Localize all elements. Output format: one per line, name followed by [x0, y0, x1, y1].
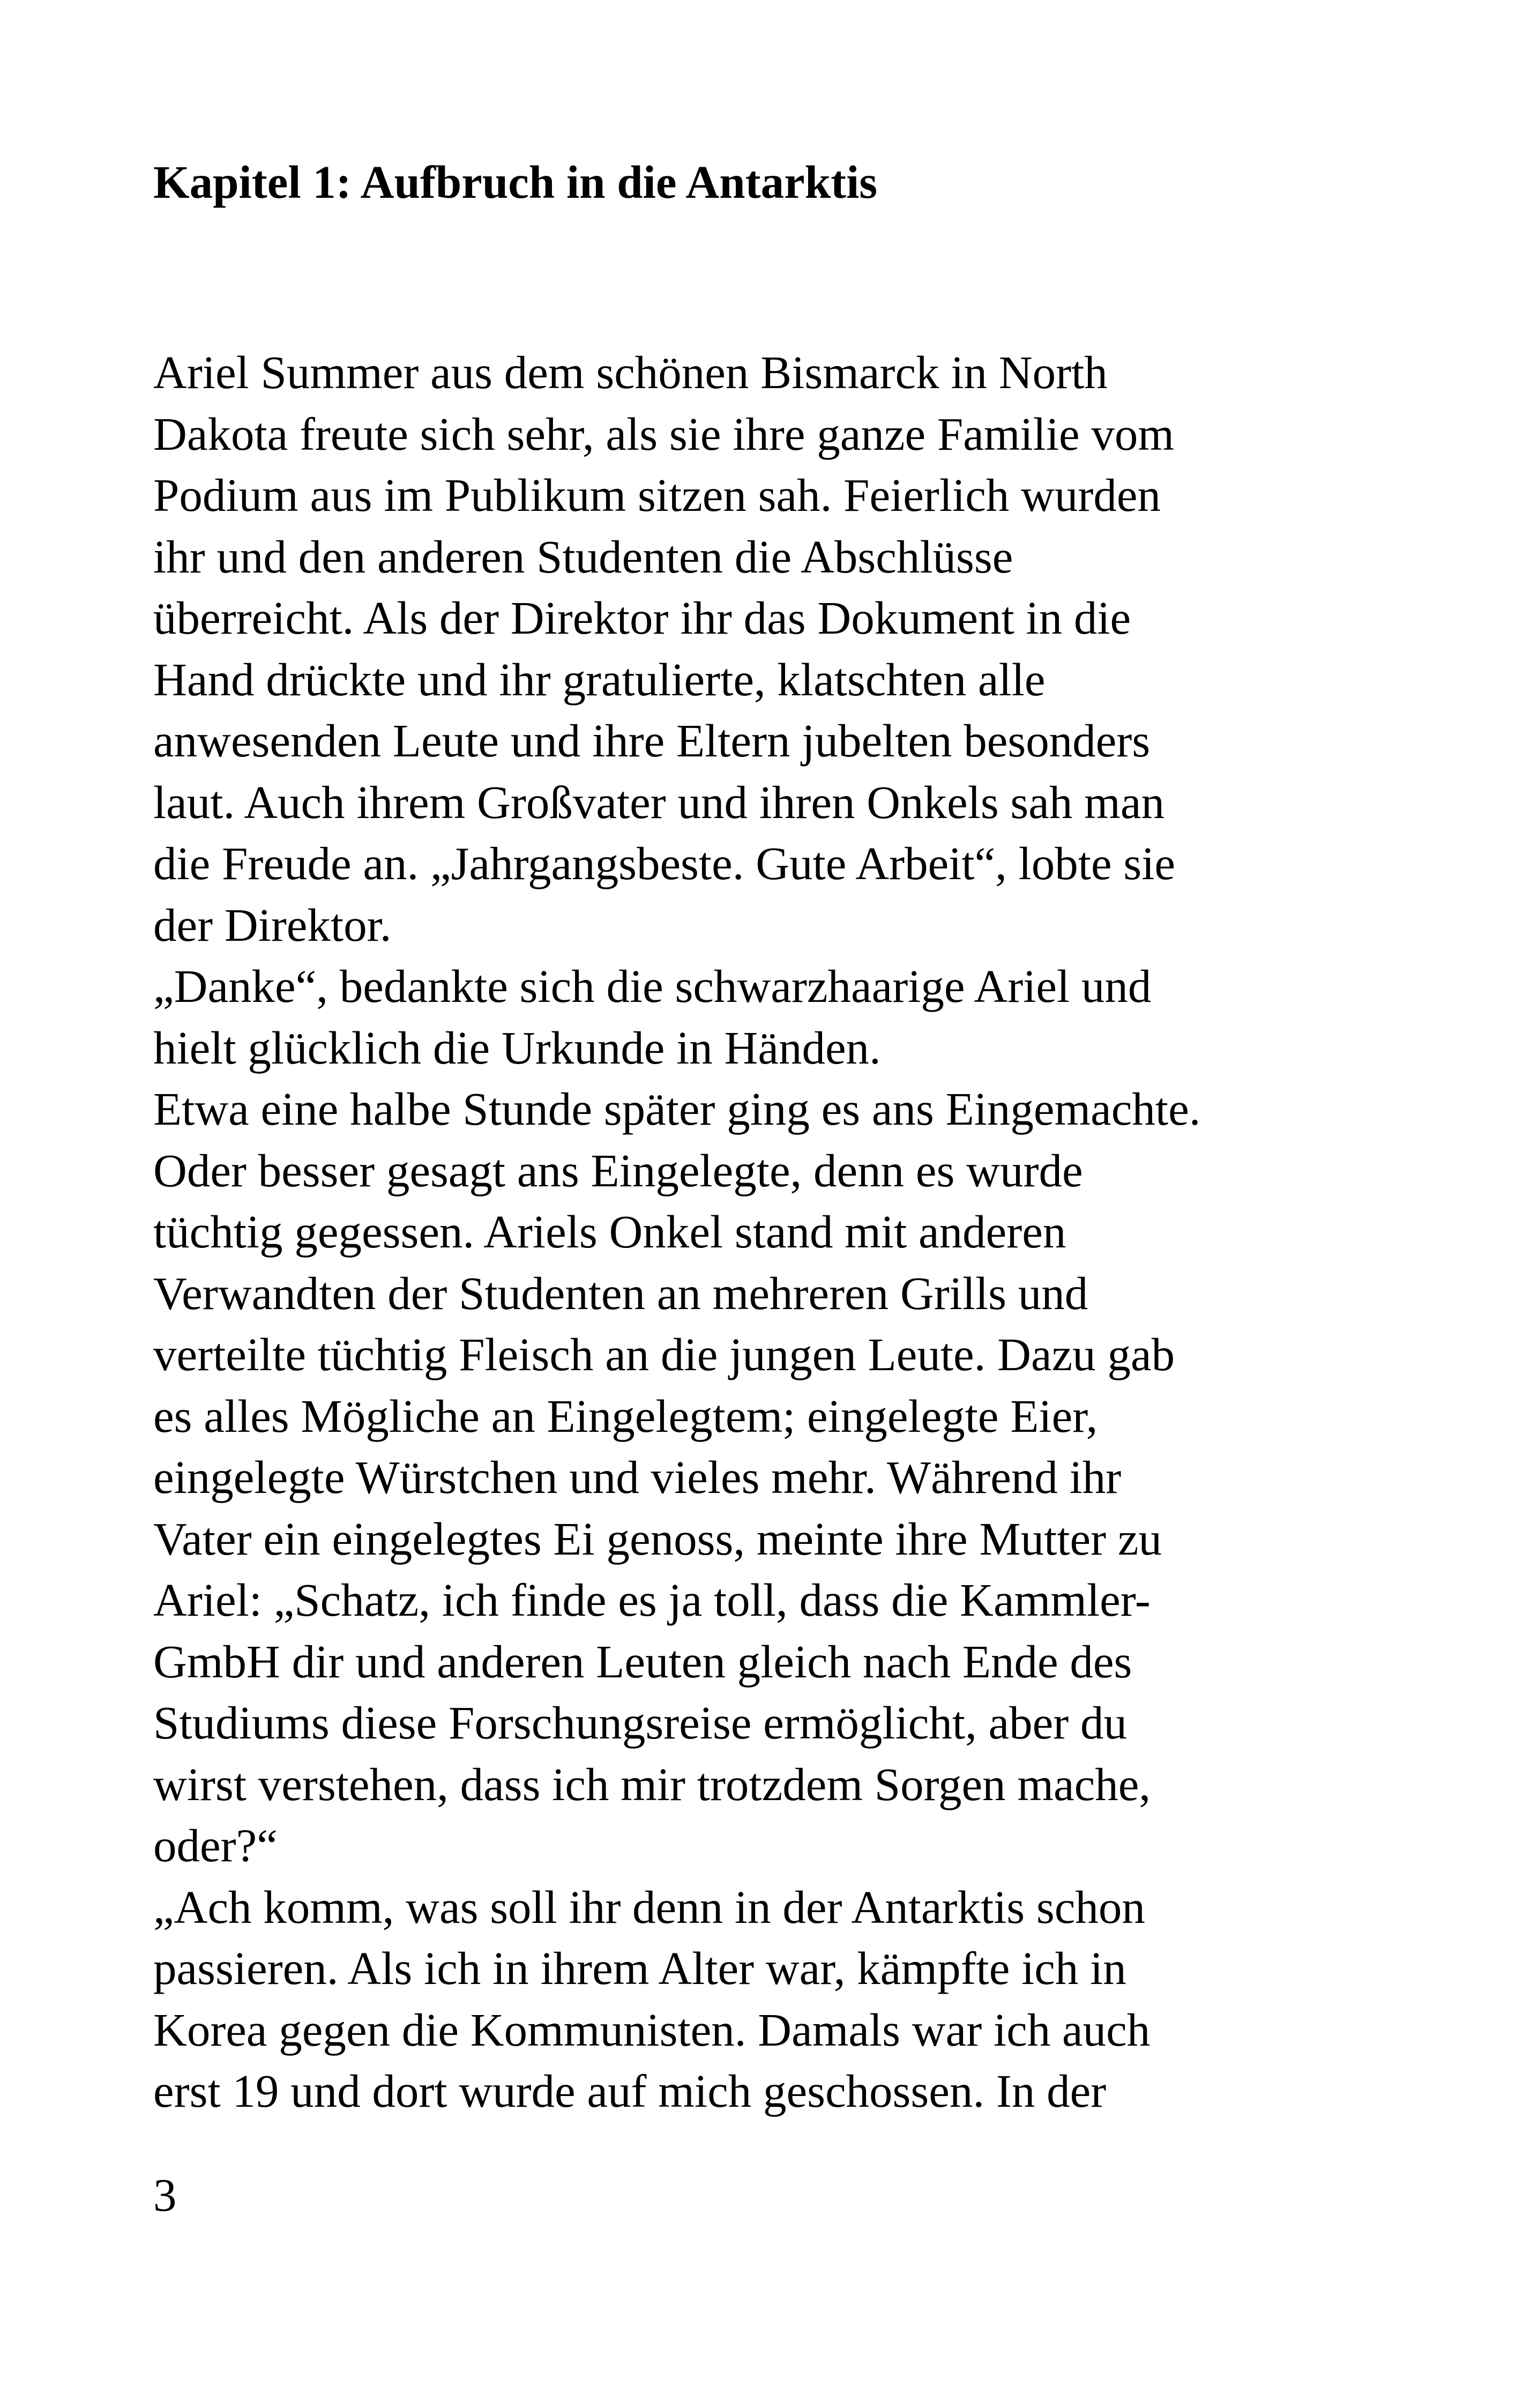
- text-line: tüchtig gegessen. Ariels Onkel stand mit anderen: [153, 1206, 1066, 1258]
- text-line: Oder besser gesagt ans Eingelegte, denn es wurde: [153, 1144, 1083, 1196]
- text-line: Verwandten der Studenten an mehreren Grills und: [153, 1267, 1088, 1319]
- text-line: passieren. Als ich in ihrem Alter war, kämpfte ich in: [153, 1942, 1126, 1994]
- text-line: „Danke“, bedankte sich die schwarzhaarige Ariel und: [153, 960, 1152, 1012]
- text-line: Ariel Summer aus dem schönen Bismarck in North: [153, 346, 1108, 398]
- text-line: GmbH dir und anderen Leuten gleich nach Ende des: [153, 1635, 1132, 1688]
- page-number: 3: [153, 2169, 177, 2221]
- chapter-title: Kapitel 1: Aufbruch in die Antarktis: [153, 156, 878, 208]
- text-line: „Ach komm, was soll ihr denn in der Antarktis schon: [153, 1881, 1145, 1933]
- body-text: [153, 342, 1200, 2122]
- text-line: wirst verstehen, dass ich mir trotzdem Sorgen mache,: [153, 1758, 1151, 1810]
- text-line: hielt glücklich die Urkunde in Händen.: [153, 1021, 881, 1074]
- text-line: eingelegte Würstchen und vieles mehr. Während ihr: [153, 1451, 1122, 1503]
- text-line: laut. Auch ihrem Großvater und ihren Onkels sah man: [153, 776, 1164, 828]
- text-line: verteilte tüchtig Fleisch an die jungen Leute. Dazu gab: [153, 1328, 1175, 1380]
- text-line: anwesenden Leute und ihre Eltern jubelten besonders: [153, 715, 1151, 767]
- text-line: Ariel: „Schatz, ich finde es ja toll, dass die Kammler-: [153, 1574, 1151, 1626]
- text-line: ihr und den anderen Studenten die Abschlüsse: [153, 530, 1013, 583]
- text-line: die Freude an. „Jahrgangsbeste. Gute Arbeit“, lobte sie: [153, 837, 1175, 889]
- text-line: erst 19 und dort wurde auf mich geschossen. In der: [153, 2065, 1107, 2117]
- text-line: es alles Mögliche an Eingelegtem; eingelegte Eier,: [153, 1389, 1098, 1442]
- text-line: der Direktor.: [153, 898, 392, 951]
- text-line: Korea gegen die Kommunisten. Damals war ich auch: [153, 2003, 1151, 2056]
- text-line: Studiums diese Forschungsreise ermöglicht, aber du: [153, 1697, 1128, 1749]
- text-line: überreicht. Als der Direktor ihr das Dokument in die: [153, 592, 1131, 644]
- text-line: Dakota freute sich sehr, als sie ihre ganze Familie vom: [153, 407, 1175, 460]
- text-line: Vater ein eingelegtes Ei genoss, meinte ihre Mutter zu: [153, 1512, 1162, 1565]
- text-line: oder?“: [153, 1819, 278, 1871]
- text-line: Etwa eine halbe Stunde später ging es ans Eingemachte.: [153, 1083, 1201, 1135]
- text-line: Podium aus im Publikum sitzen sah. Feierlich wurden: [153, 469, 1161, 521]
- text-line: Hand drückte und ihr gratulierte, klatschten alle: [153, 653, 1046, 705]
